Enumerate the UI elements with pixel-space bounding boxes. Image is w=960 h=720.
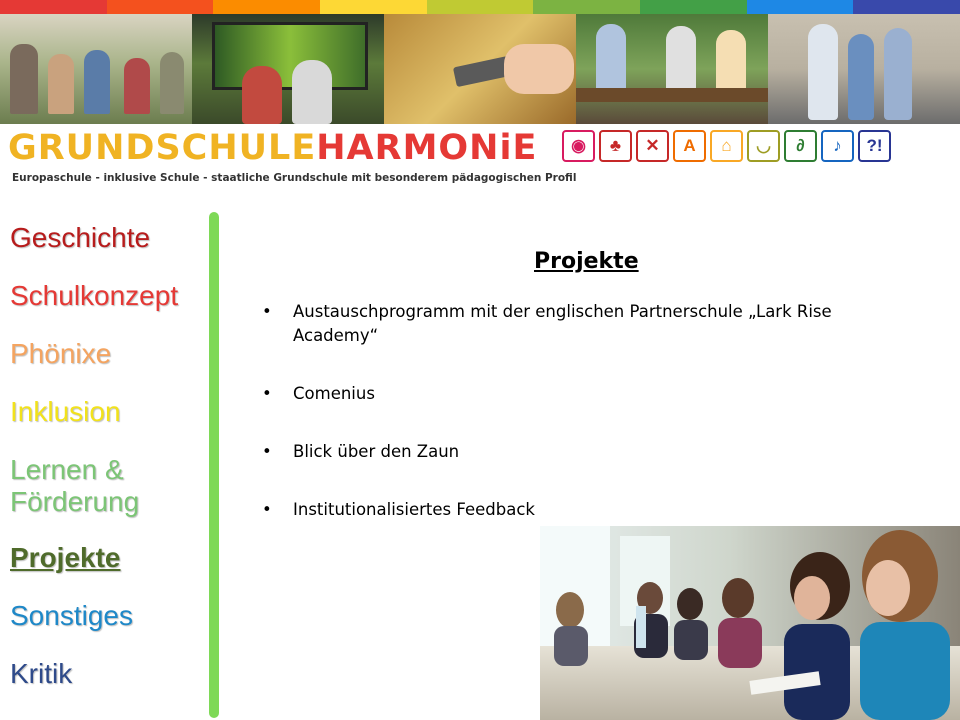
meeting-photo [540,526,960,720]
nav-item-phoenixe[interactable]: Phönixe [10,338,112,369]
rainbow-band [747,0,854,14]
nav-item-projekte[interactable]: Projekte [10,542,121,573]
nav-item-schulkonzept[interactable]: Schulkonzept [10,280,179,311]
school-logo-area [0,124,960,194]
nav-item-kritik[interactable]: Kritik [10,658,73,689]
list-item: • Austauschprogramm mit der englischen Partnerschule „Lark Rise Academy“ [262,300,862,348]
rainbow-band [107,0,214,14]
tree-icon: ♣ [599,130,632,162]
rainbow-band [0,0,107,14]
list-item: • Blick über den Zaun [262,440,862,464]
house-icon: ⌂ [710,130,743,162]
logo-part-1: GRUNDSCHULE [8,128,317,168]
mouth-icon: ◡ [747,130,780,162]
nav-item-sonstiges[interactable]: Sonstiges [10,600,133,631]
cross-icon: ✕ [636,130,669,162]
nav-divider [209,212,219,718]
rainbow-band [213,0,320,14]
banner-photo-children-sitting [576,14,768,124]
banner-photo-children-standing [768,14,960,124]
note-icon: ♪ [821,130,854,162]
list-item: • Institutionalisiertes Feedback [262,498,862,522]
school-logo [8,128,537,168]
symbol-icon-row [562,130,891,162]
question-icon: ?! [858,130,891,162]
banner-photo-aquarium [192,14,384,124]
rainbow-band [640,0,747,14]
nav-item-geschichte[interactable]: Geschichte [10,222,151,253]
list-item: • Comenius [262,382,862,406]
side-navigation [10,222,210,716]
banner-photo-type-block [384,14,576,124]
ear-icon: ∂ [784,130,817,162]
rainbow-band [320,0,427,14]
project-list [262,300,862,556]
rainbow-stripe [0,0,960,14]
rainbow-band [427,0,534,14]
nav-item-lernen-foerderung[interactable]: Lernen & Förderung [10,454,140,517]
page-title: Projekte [534,248,639,274]
rainbow-band [853,0,960,14]
banner-photo-classroom [0,14,192,124]
rainbow-band [533,0,640,14]
logo-part-2: HARMONiE [316,128,538,168]
eye-icon: ◉ [562,130,595,162]
letter-a-icon: A [673,130,706,162]
header-photo-banner [0,14,960,124]
nav-item-inklusion[interactable]: Inklusion [10,396,121,427]
school-tagline: Europaschule - inklusive Schule - staatliche Grundschule mit besonderem pädagogischen Profil [12,172,577,184]
